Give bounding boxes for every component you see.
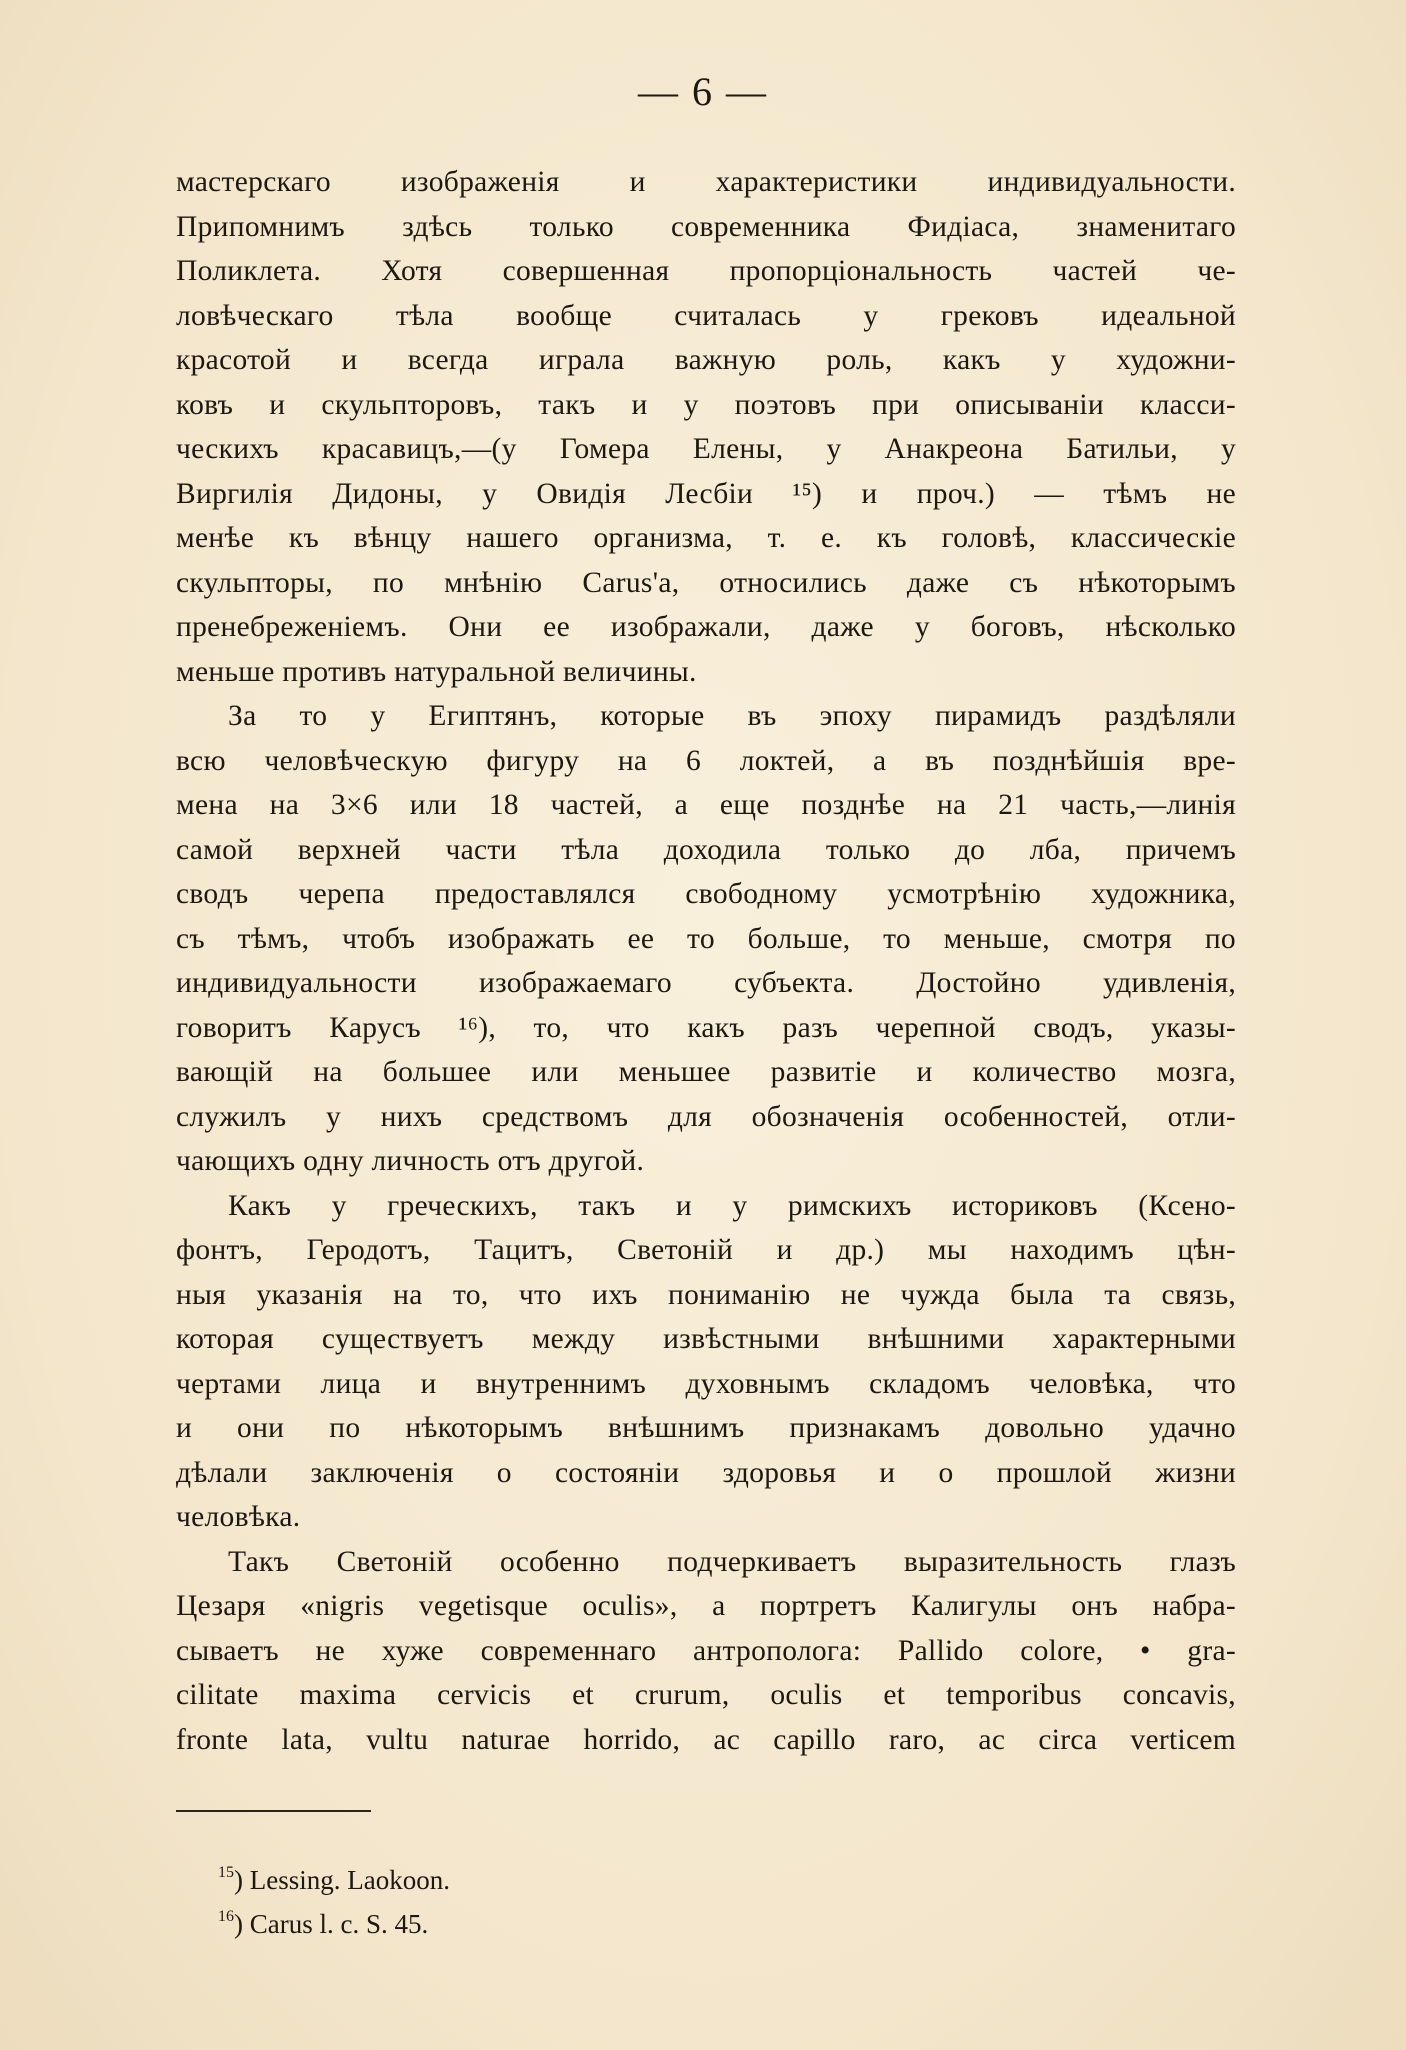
text-line: говоритъ Карусъ ¹⁶), то, что какъ разъ черепной сводъ, указы- xyxy=(176,1011,1236,1044)
text-line: самой верхней части тѣла доходила только до лба, причемъ xyxy=(176,833,1236,866)
text-line: ловѣческаго тѣла вообще считалась у грековъ идеальной xyxy=(176,299,1236,332)
text-line: чающихъ одну личность отъ другой. xyxy=(176,1145,645,1177)
text-line: человѣка. xyxy=(176,1501,301,1533)
text-line: Какъ у греческихъ, такъ и у римскихъ историковъ (Ксено- xyxy=(228,1189,1236,1222)
text-line: Поликлета. Хотя совершенная пропорціональность частей че- xyxy=(176,255,1236,287)
text-line: и они по нѣкоторымъ внѣшнимъ признакамъ довольно удачно xyxy=(176,1412,1236,1444)
text-line: Виргилія Дидоны, у Овидія Лесбіи ¹⁵) и проч.) — тѣмъ не xyxy=(176,477,1236,510)
text-line: cilitate maxima cervicis et crurum, oculis et temporibus concavis, xyxy=(176,1679,1236,1711)
text-line: сываетъ не хуже современнаго антрополога: Pallido colore, • gra- xyxy=(176,1634,1236,1667)
text-line: съ тѣмъ, чтобъ изображать ее то больше, то меньше, смотря по xyxy=(176,922,1236,955)
text-line: дѣлали заключенія о состояніи здоровья и о прошлой жизни xyxy=(176,1456,1236,1489)
footnote-16 xyxy=(218,1902,1118,1946)
footnote-text: Carus l. c. S. 45. xyxy=(249,1909,429,1939)
body-text xyxy=(176,160,1236,1762)
text-line: служилъ у нихъ средствомъ для обозначенія особенностей, отли- xyxy=(176,1100,1236,1133)
footnote-number: 15 xyxy=(218,1864,234,1881)
footnote-number: 16 xyxy=(218,1908,234,1925)
text-line: вающій на большее или меньшее развитіе и количество мозга, xyxy=(176,1056,1236,1088)
text-line: fronte lata, vultu naturae horrido, ac capillo raro, ac circa verticem xyxy=(176,1723,1236,1756)
text-line: ковъ и скульпторовъ, такъ и у поэтовъ при описываніи класси- xyxy=(176,388,1236,421)
text-line: меньше противъ натуральной величины. xyxy=(176,655,697,688)
paragraph-2 xyxy=(176,694,1236,1184)
text-line: всю человѣческую фигуру на 6 локтей, а въ позднѣйшія вре- xyxy=(176,744,1236,777)
text-line: фонтъ, Геродотъ, Тацитъ, Светоній и др.) мы находимъ цѣн- xyxy=(176,1234,1236,1266)
text-line: чертами лица и внутреннимъ духовнымъ складомъ человѣка, что xyxy=(176,1367,1236,1400)
footnote-rule xyxy=(176,1810,371,1812)
text-line: индивидуальности изображаемаго субъекта. Достойно удивленія, xyxy=(176,967,1236,999)
text-line: мена на 3×6 или 18 частей, а еще позднѣе на 21 часть,—линія xyxy=(176,789,1236,821)
text-line: ныя указанія на то, что ихъ пониманію не чужда была та связь, xyxy=(176,1278,1236,1311)
text-line: красотой и всегда играла важную роль, какъ у художни- xyxy=(176,344,1236,376)
paragraph-3 xyxy=(176,1184,1236,1540)
footnote-15 xyxy=(218,1858,1118,1902)
text-line: Припомнимъ здѣсь только современника Фидіаса, знаменитаго xyxy=(176,210,1236,243)
text-line: мастерскаго изображенія и характеристики индивидуальности. xyxy=(176,166,1236,198)
text-line: За то у Египтянъ, которые въ эпоху пирамидъ раздѣляли xyxy=(228,700,1236,732)
page-number: — 6 — xyxy=(638,69,768,114)
text-line: пренебреженіемъ. Они ее изображали, даже у боговъ, нѣсколько xyxy=(176,611,1236,643)
paragraph-1 xyxy=(176,160,1236,694)
footnotes xyxy=(218,1858,1118,1946)
footnote-text: Lessing. Laokoon. xyxy=(249,1865,450,1895)
footnote-paren: ) xyxy=(234,1865,250,1895)
footnote-paren: ) xyxy=(234,1909,250,1939)
text-line: ческихъ красавицъ,—(у Гомера Елены, у Анакреона Батильи, у xyxy=(176,433,1236,465)
text-line: сводъ черепа предоставлялся свободному усмотрѣнію художника, xyxy=(176,878,1236,910)
text-line: Цезаря «nigris vegetisque oculis», а портретъ Калигулы онъ набра- xyxy=(176,1590,1236,1622)
text-line: которая существуетъ между извѣстными внѣшними характерными xyxy=(176,1323,1236,1355)
text-line: Такъ Светоній особенно подчеркиваетъ выразительность глазъ xyxy=(228,1545,1236,1578)
text-line: менѣе къ вѣнцу нашего организма, т. е. къ головѣ, классическіе xyxy=(176,522,1236,554)
text-line: скульпторы, по мнѣнію Carus'a, относились даже съ нѣкоторымъ xyxy=(176,566,1236,599)
paragraph-4 xyxy=(176,1540,1236,1763)
